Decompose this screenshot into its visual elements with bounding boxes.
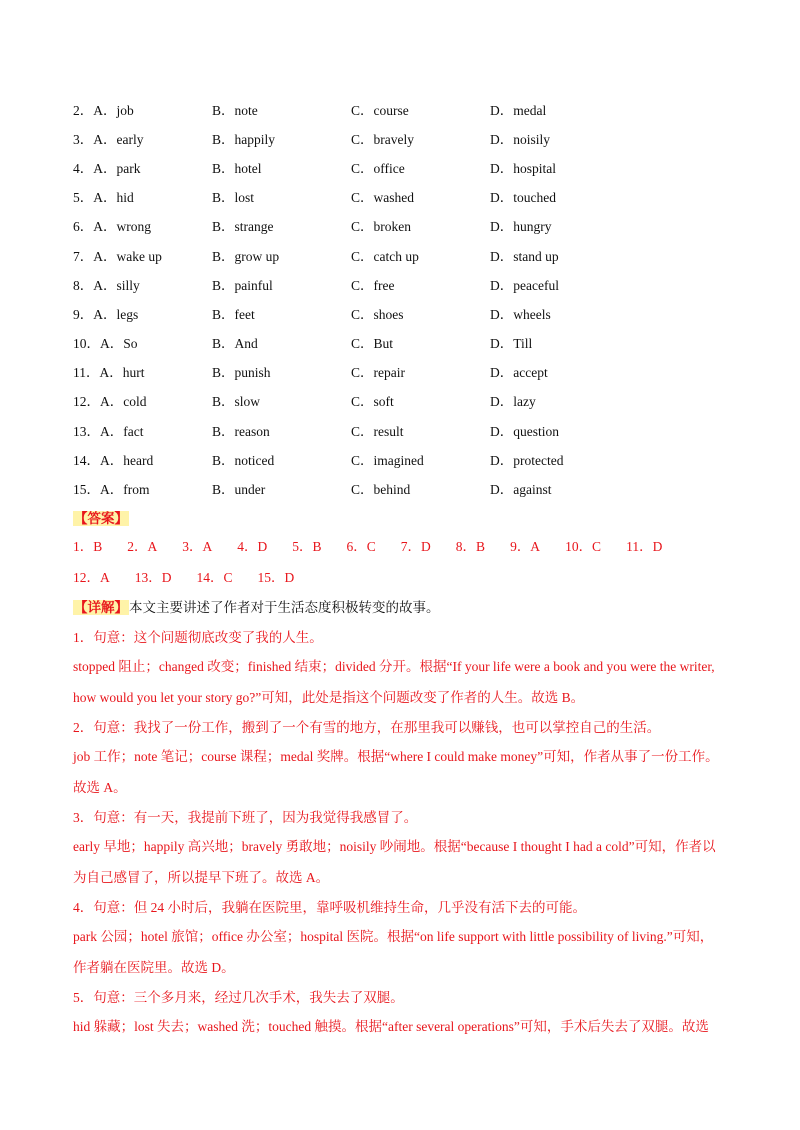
option-c: C．repair (351, 365, 405, 381)
answer-item: 4．D (237, 539, 268, 554)
question-number: 12． (73, 394, 100, 410)
option-a (73, 215, 212, 235)
option-d: D．wheels (490, 306, 551, 322)
detail-line: early 早地；happily 高兴地；bravely 勇敢地；noisily 吵闹地。根据“because I thought I had a cold”可知，作者以 (73, 839, 716, 854)
option-d: D．protected (490, 452, 564, 468)
option-row (73, 123, 753, 152)
option-a (73, 274, 212, 294)
question-number: 10． (73, 336, 100, 352)
answer-item: 3．A (182, 539, 213, 554)
option-c: C．broken (351, 219, 411, 235)
option-d: D．stand up (490, 248, 559, 264)
detail-line: 1．句意：这个问题彻底改变了我的人生。 (73, 630, 323, 645)
option-b: B．painful (212, 277, 273, 293)
answer-item: 7．D (400, 539, 431, 554)
option-text: A．So (100, 336, 138, 352)
option-d: D．question (490, 423, 559, 439)
option-c: C．bravely (351, 131, 414, 147)
option-row (73, 473, 753, 502)
question-number: 4． (73, 160, 94, 176)
option-d: D．peaceful (490, 277, 559, 293)
detail-intro-line (73, 596, 723, 616)
option-a (73, 303, 212, 323)
detail-line: job 工作；note 笔记；course 课程；medal 奖牌。根据“where I could make money”可知，作者从事了一份工作。 (73, 749, 719, 764)
option-row (73, 152, 753, 181)
answer-item: 10．C (565, 539, 602, 554)
option-a (73, 99, 212, 119)
detail-line: 4．句意：但 24 小时后，我躺在医院里，靠呼吸机维持生命，几乎没有活下去的可能。 (73, 900, 586, 915)
option-a (73, 245, 212, 265)
question-number: 5． (73, 190, 94, 206)
answers-row-1 (73, 535, 687, 555)
answer-item: 13．D (134, 570, 172, 585)
question-number: 3． (73, 131, 94, 147)
option-text: A．fact (100, 423, 144, 439)
option-b: B．feet (212, 306, 255, 322)
answer-item: 9．A (510, 539, 541, 554)
option-a (73, 128, 212, 148)
option-b: B．under (212, 482, 266, 498)
detail-line: how would you let your story go?”可知，此处是指这个问题改变了作者的人生。故选 B。 (73, 690, 585, 705)
detail-line: park 公园；hotel 旅馆；office 办公室；hospital 医院。根据“on life support with little possibility of living.”可知， (73, 929, 714, 944)
option-d: D．touched (490, 190, 556, 206)
option-c: C．But (351, 336, 394, 352)
option-d: D．accept (490, 365, 548, 381)
option-row (73, 211, 753, 240)
option-b: B．lost (212, 190, 255, 206)
option-row (73, 444, 753, 473)
answer-item: 11．D (626, 539, 663, 554)
question-number: 14． (73, 452, 100, 468)
answer-header: 【答案】 (74, 511, 128, 526)
option-d: D．lazy (490, 394, 536, 410)
option-a (73, 186, 212, 206)
option-d: D．Till (490, 336, 533, 352)
question-number: 6． (73, 219, 94, 235)
option-b: B．grow up (212, 248, 280, 264)
option-a (73, 157, 212, 177)
option-c: C．catch up (351, 248, 419, 264)
detail-intro: 本文主要讲述了作者对于生活态度积极转变的故事。 (129, 600, 440, 615)
option-text: A．silly (93, 277, 140, 293)
detail-header: 【详解】 (74, 600, 128, 615)
option-text: A．park (93, 160, 141, 176)
option-a (73, 478, 212, 498)
question-number: 7． (73, 248, 94, 264)
option-b: B．strange (212, 219, 274, 235)
answer-item: 5．B (292, 539, 322, 554)
option-text: A．wrong (93, 219, 151, 235)
option-b: B．slow (212, 394, 261, 410)
option-a (73, 361, 212, 381)
option-text: A．from (100, 482, 150, 498)
option-b: B．punish (212, 365, 271, 381)
detail-line: hid 躲藏；lost 失去；washed 洗；touched 触摸。根据“after several operations”可知，手术后失去了双腿。故选 (73, 1019, 709, 1034)
option-b: B．hotel (212, 160, 262, 176)
option-text: A．heard (100, 452, 154, 468)
option-row (73, 386, 753, 415)
option-d: D．noisily (490, 131, 551, 147)
options-list (73, 94, 753, 503)
option-d: D．against (490, 482, 552, 498)
option-row (73, 298, 753, 327)
option-a (73, 332, 212, 352)
option-a (73, 390, 212, 410)
answer-item: 15．D (257, 570, 295, 585)
option-c: C．imagined (351, 452, 424, 468)
option-text: A．cold (100, 394, 147, 410)
detail-line: 3．句意：有一天，我提前下班了，因为我觉得我感冒了。 (73, 810, 418, 825)
option-b: B．reason (212, 423, 270, 439)
question-number: 13． (73, 423, 100, 439)
question-number: 9． (73, 306, 94, 322)
option-row (73, 182, 753, 211)
option-d: D．hungry (490, 219, 552, 235)
option-row (73, 240, 753, 269)
option-c: C．course (351, 102, 409, 118)
detail-line: 为自己感冒了，所以提早下班了。故选 A。 (73, 870, 330, 885)
option-text: A．job (93, 102, 134, 118)
question-number: 15． (73, 482, 100, 498)
answer-item: 2．A (127, 539, 158, 554)
option-b: B．note (212, 102, 258, 118)
option-c: C．soft (351, 394, 394, 410)
option-c: C．shoes (351, 306, 404, 322)
option-row (73, 269, 753, 298)
option-c: C．free (351, 277, 395, 293)
question-number: 8． (73, 277, 94, 293)
option-c: C．behind (351, 482, 411, 498)
option-text: A．legs (93, 306, 139, 322)
detail-line: 5．句意：三个多月来，经过几次手术，我失去了双腿。 (73, 990, 404, 1005)
answers-row-2 (73, 566, 319, 586)
option-text: A．hurt (99, 365, 145, 381)
option-row (73, 94, 753, 123)
option-b: B．happily (212, 131, 275, 147)
option-a (73, 449, 212, 469)
option-d: D．hospital (490, 160, 556, 176)
option-d: D．medal (490, 102, 547, 118)
option-text: A．hid (93, 190, 134, 206)
option-row (73, 328, 753, 357)
answer-item: 14．C (196, 570, 233, 585)
question-number: 11． (73, 365, 100, 381)
option-text: A．early (93, 131, 144, 147)
question-number: 2． (73, 102, 94, 118)
answer-item: 12．A (73, 570, 110, 585)
answer-item: 1．B (73, 539, 103, 554)
detail-line: 作者躺在医院里。故选 D。 (73, 960, 235, 975)
option-row (73, 357, 753, 386)
option-c: C．office (351, 160, 405, 176)
option-b: B．noticed (212, 452, 275, 468)
option-c: C．washed (351, 190, 414, 206)
option-c: C．result (351, 423, 404, 439)
option-row (73, 415, 753, 444)
option-b: B．And (212, 336, 258, 352)
answer-item: 8．B (455, 539, 486, 554)
detail-line: 故选 A。 (73, 780, 127, 795)
answer-item: 6．C (346, 539, 376, 554)
detail-line: stopped 阻止；changed 改变；finished 结束；divided 分开。根据“If your life were a book and you were the writer, (73, 659, 715, 674)
detail-line: 2．句意：我找了一份工作，搬到了一个有雪的地方，在那里我可以赚钱，也可以掌控自己的生活。 (73, 720, 661, 735)
option-a (73, 420, 212, 440)
option-text: A．wake up (93, 248, 162, 264)
